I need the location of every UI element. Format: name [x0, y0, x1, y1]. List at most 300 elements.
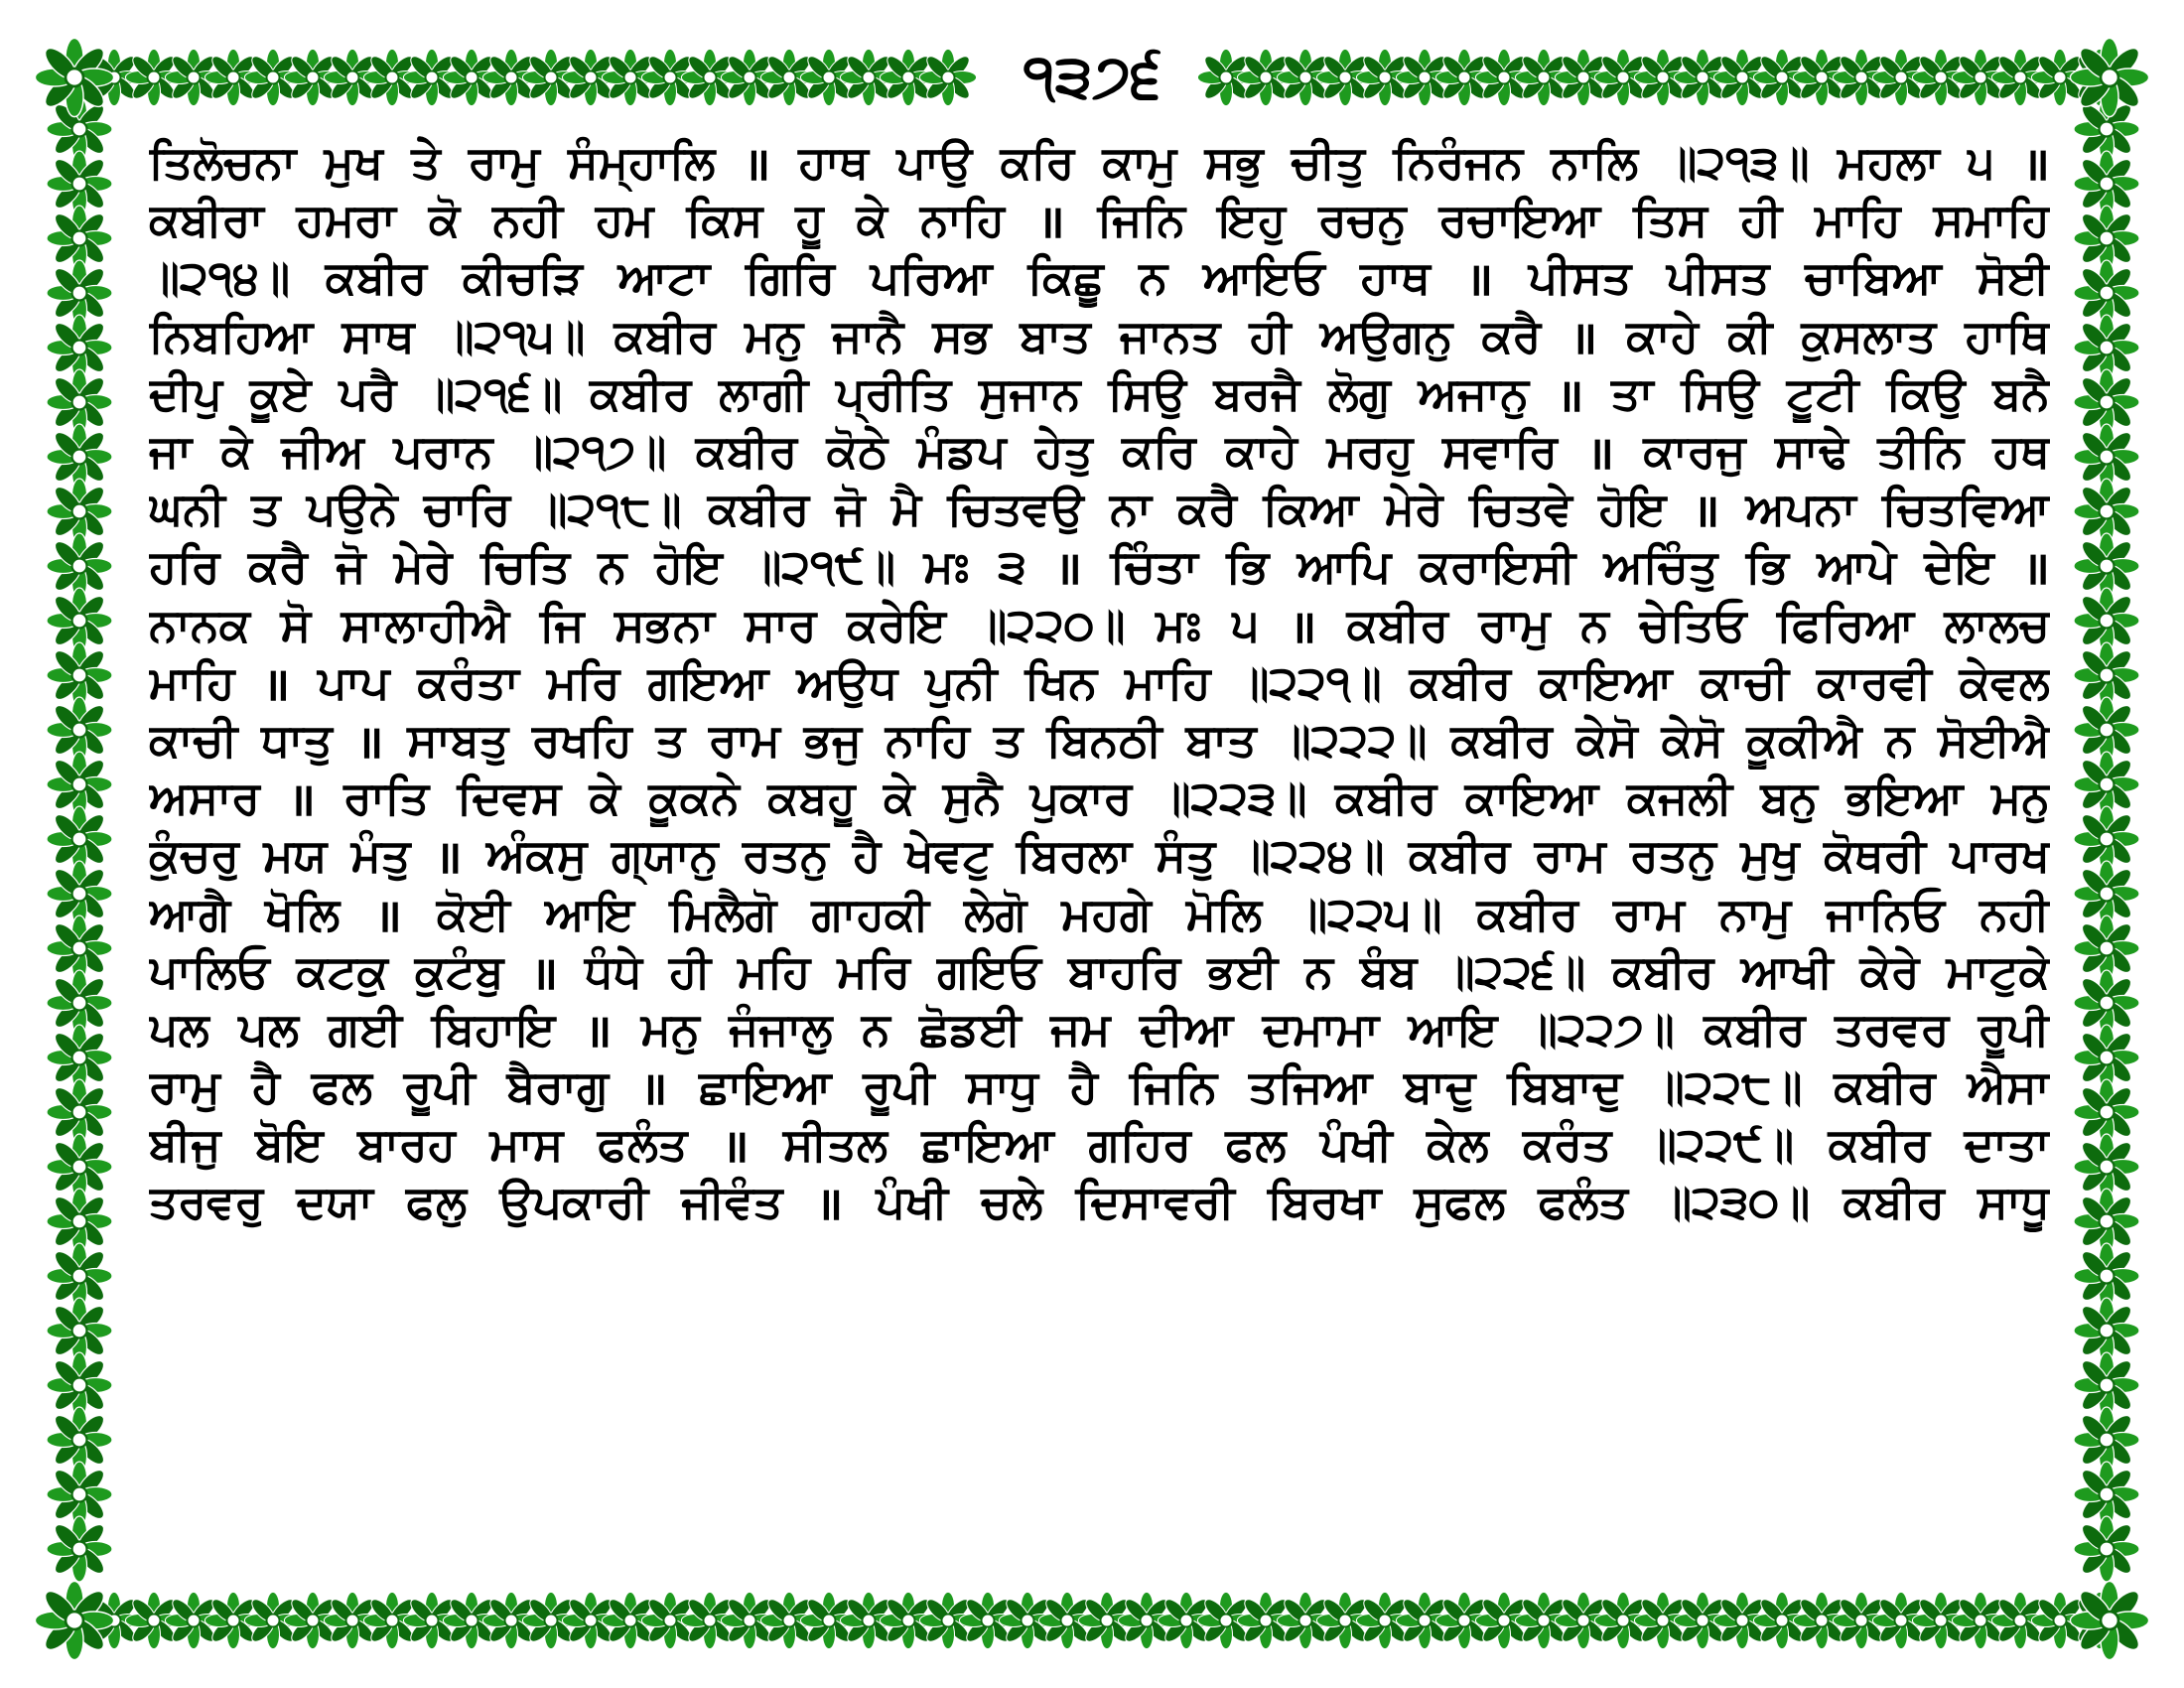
- word: ਹਾਥ: [1360, 250, 1431, 305]
- word: ਸਿਉ: [1108, 365, 1186, 420]
- word: ਹੈ: [853, 828, 882, 883]
- word: ਕੁਸਲਾਤ: [1801, 308, 1937, 362]
- word: ਨਾਨਕ: [149, 597, 251, 651]
- word: ਰਾਤਿ: [343, 771, 430, 825]
- word: ਤਾ: [1610, 365, 1654, 420]
- word: ॥੨੨੫॥: [1297, 886, 1442, 940]
- word: ਹੂ: [795, 193, 824, 247]
- word: ਮਾਹਿ: [149, 654, 235, 709]
- word: ਜਾ: [149, 424, 193, 479]
- word: ਐਸਾ: [1967, 1059, 2050, 1114]
- word: ਛੋਡਈ: [919, 1001, 1022, 1055]
- word: ਜੀਵੰਤ: [681, 1175, 783, 1229]
- text-line: [149, 597, 2050, 654]
- word: ਬਾਹਰਿ: [1067, 943, 1181, 998]
- word: ॥: [1556, 367, 1584, 422]
- word: ਮੰਤੁ: [350, 828, 411, 883]
- word: ਜਾਨੈ: [832, 308, 904, 362]
- word: ਬੈਰਾਗੁ: [506, 1059, 609, 1114]
- word: ਨਾ: [1109, 482, 1152, 536]
- text-line: [149, 654, 2050, 712]
- word: ਕਬੀਰ: [325, 250, 428, 305]
- word: ਕੋਥਰੀ: [1824, 828, 1926, 883]
- word: ਅਉਧ: [796, 654, 898, 709]
- word: ਹਥ: [1992, 424, 2050, 479]
- word: ਬਿਰਖਾ: [1267, 1175, 1382, 1229]
- word: ਸੀਤਲ: [782, 1117, 887, 1172]
- flower-icon: [2074, 1516, 2139, 1582]
- word: ਕੇ: [220, 424, 253, 479]
- word: ਹੀ: [1740, 193, 1783, 247]
- word: ਤਜਿਆ: [1248, 1059, 1373, 1114]
- word: ਚਲੇ: [981, 1175, 1043, 1229]
- word: ਅਚਿੰਤੁ: [1603, 539, 1718, 594]
- word: ਬਾਰਹ: [357, 1117, 456, 1172]
- word: ਸਾਢੇ: [1774, 424, 1848, 479]
- word: ਗ੍ਯਾਨੁ: [611, 828, 719, 883]
- word: ਕਬੀਰਾ: [149, 193, 264, 247]
- text-line: [149, 1001, 2050, 1058]
- word: ੫: [1967, 135, 1995, 190]
- word: ਰਾਮ: [709, 712, 780, 767]
- word: ਮਾਹਿ: [1815, 193, 1901, 247]
- word: ਕੂਏ: [249, 365, 312, 420]
- word: ਗਾਹਕੀ: [811, 886, 930, 940]
- word: ਦਮਾਮਾ: [1262, 1001, 1380, 1055]
- word: ਚਿਤਿ: [480, 539, 571, 594]
- word: ॥: [374, 888, 402, 942]
- word: ਬਰਜੈ: [1213, 365, 1300, 420]
- word: ਗਇਓ: [937, 943, 1041, 998]
- word: ਕਬੀਰ: [1476, 886, 1578, 940]
- word: ਮਾਹਿ: [1125, 654, 1211, 709]
- word: ਅਜਾਨੁ: [1418, 365, 1529, 420]
- word: ਕਰਾਇਸੀ: [1419, 539, 1576, 594]
- word: ਆਇ: [545, 886, 635, 940]
- word: ਕਬੀਰ: [1834, 1059, 1936, 1114]
- word: ਮਰਹੁ: [1326, 424, 1414, 479]
- flower-icon: [47, 1516, 112, 1582]
- word: ਕਾਚੀ: [1700, 654, 1790, 709]
- word: ਨ: [1139, 250, 1168, 305]
- word: ਧਾਤੁ: [261, 712, 333, 767]
- word: ਕਿਸ: [686, 193, 763, 247]
- word: ਨ: [1885, 712, 1915, 767]
- flower-icon: [2070, 1581, 2148, 1659]
- word: ਕਬੀਰ: [1843, 1175, 1945, 1229]
- word: ਕਾਮੁ: [1102, 135, 1177, 190]
- word: ਤਿਸ: [1633, 193, 1708, 247]
- word: ਕਰੈ: [1481, 308, 1542, 362]
- word: ॥: [1036, 195, 1065, 249]
- word: ਆਇ: [1408, 1001, 1498, 1055]
- word: ਸੋਈਐ: [1938, 712, 2050, 767]
- word: ਤਰਵਰ: [1835, 1001, 1950, 1055]
- word: ਪੀਸਤ: [1528, 250, 1632, 305]
- word: ਕੇਰੇ: [1859, 943, 1920, 998]
- word: ਉਪਕਾਰੀ: [499, 1175, 649, 1229]
- word: ਪੰਖੀ: [1319, 1117, 1393, 1172]
- word: ॥੨੨੨॥: [1280, 712, 1428, 767]
- word: ਰਚਾਇਆ: [1438, 193, 1601, 247]
- word: ॥: [1289, 599, 1317, 653]
- word: ਮੈ: [890, 482, 922, 536]
- word: ਬੀਜੁ: [149, 1117, 221, 1172]
- word: ਕੋ: [428, 193, 461, 247]
- word: ਹੇਤੁ: [1034, 424, 1093, 479]
- word: ਹੈ: [251, 1059, 280, 1114]
- word: ॥: [1465, 252, 1494, 307]
- word: ਸੋਈ: [1977, 250, 2050, 305]
- word: ਇਹੁ: [1217, 193, 1287, 247]
- word: ਚੇਤਿਓ: [1639, 597, 1747, 651]
- word: ਪਰਿਆ: [870, 250, 993, 305]
- page-number: ੧੩੭੬: [1023, 42, 1161, 111]
- word: ਪਾਲਿਓ: [149, 943, 270, 998]
- word: ਜੀਅ: [281, 424, 364, 479]
- word: ॥੨੧੮॥: [536, 482, 682, 536]
- word: ਸਾਥ: [341, 308, 415, 362]
- word: ਖਿਨ: [1024, 654, 1098, 709]
- word: ਭਇਆ: [1845, 771, 1964, 825]
- word: ਬਨੈ: [1992, 365, 2050, 420]
- word: ਕਬੀਰ: [589, 365, 692, 420]
- word: ਫਲੰਤ: [597, 1117, 688, 1172]
- word: ਸੰਮ੍ਹਾਲਿ: [568, 135, 716, 190]
- word: ਕਬਹੂ: [767, 771, 856, 825]
- text-line: [149, 770, 2050, 827]
- word: ਚਾਰਿ: [423, 482, 511, 536]
- text-line: [149, 538, 2050, 596]
- word: ਨਹੀ: [1979, 886, 2050, 940]
- word: ਮਨੁ: [1990, 771, 2050, 825]
- text-line: [149, 827, 2050, 885]
- word: ਗਈ: [328, 1001, 403, 1055]
- text-line: [149, 1058, 2050, 1116]
- word: ਕਾਚੀ: [149, 712, 238, 767]
- word: ॥੨੧੬॥: [424, 365, 563, 420]
- word: ॥: [1570, 310, 1598, 364]
- word: ਤ: [993, 712, 1024, 767]
- word: ਭਿ: [1226, 539, 1270, 594]
- word: ਲਾਲਚ: [1944, 597, 2050, 651]
- word: ਹੈ: [1069, 1059, 1098, 1114]
- word: ਹੀ: [669, 943, 712, 998]
- word: ਪੀਸਤ: [1666, 250, 1770, 305]
- word: ਮਾਟੁਕੇ: [1946, 943, 2050, 998]
- word: ਕੇਸੋ: [1575, 712, 1638, 767]
- word: ਜਮ: [1050, 1001, 1111, 1055]
- word: ਨ: [1304, 943, 1334, 998]
- word: ਦਿਸਾਵਰੀ: [1075, 1175, 1235, 1229]
- word: ਕੇ: [884, 771, 915, 825]
- word: ਚਾਬਿਆ: [1805, 250, 1942, 305]
- word: ਸਾਲਾਹੀਐ: [341, 597, 510, 651]
- word: ਭਜੁ: [803, 712, 863, 767]
- word: ਨਾਲਿ: [1551, 135, 1639, 190]
- word: ਨ: [861, 1001, 890, 1055]
- word: ਕਰੇਇ: [847, 597, 946, 651]
- word: ॥੨੨੪॥: [1239, 828, 1385, 883]
- word: ਤਰਵਰੁ: [149, 1175, 264, 1229]
- text-line: [149, 365, 2050, 423]
- word: ਕਟਕੁ: [296, 943, 388, 998]
- text-line: [149, 1174, 2050, 1231]
- word: ਮਃ: [923, 539, 970, 594]
- word: ਬਾਤ: [1185, 712, 1257, 767]
- text-line: [149, 481, 2050, 538]
- word: ਰੂਪੀ: [1978, 1001, 2050, 1055]
- word: ਹਾਥਿ: [1965, 308, 2050, 362]
- word: ॥੨੧੯॥: [751, 539, 896, 594]
- word: ਮੋਲਿ: [1185, 886, 1263, 940]
- word: ਮਯ: [263, 828, 328, 883]
- word: ਮਰਿ: [546, 654, 620, 709]
- word: ਜੋ: [336, 539, 366, 594]
- word: ਪੁਨੀ: [925, 654, 998, 709]
- word: ਸਾਰ: [745, 597, 817, 651]
- word: ਕੇ: [856, 193, 887, 247]
- word: ਦਿਵਸ: [457, 771, 562, 825]
- word: ੩: [998, 539, 1026, 594]
- word: ॥੨੨੧॥: [1238, 654, 1382, 709]
- word: ॥੨੨੮॥: [1653, 1059, 1803, 1114]
- word: ਪਰਾਨ: [393, 424, 493, 479]
- word: ਕਬੀਰ: [1408, 828, 1511, 883]
- word: ਲਾਗੀ: [719, 365, 809, 420]
- word: ਰਾਮ: [1534, 828, 1606, 883]
- word: ਪਾਰਖ: [1950, 828, 2050, 883]
- word: ਹਰਿ: [149, 539, 220, 594]
- word: ਕਾਰਵੀ: [1816, 654, 1932, 709]
- word: ਰਚਨੁ: [1318, 193, 1407, 247]
- word: ਚਿਤਵੇ: [1468, 482, 1572, 536]
- word: ਪੰਖੀ: [876, 1175, 949, 1229]
- word: ॥੨੨੭॥: [1526, 1001, 1675, 1055]
- word: ॥੨੩੦॥: [1661, 1175, 1811, 1229]
- word: ਪੁਕਾਰ: [1029, 771, 1133, 825]
- word: ਮੇਰੇ: [1384, 482, 1443, 536]
- word: ਚਿਤਵਿਆ: [1881, 482, 2050, 536]
- word: ਬਿਹਾਇ: [431, 1001, 556, 1055]
- word: ਮਨੁ: [745, 308, 804, 362]
- word: ਸੁਜਾਨ: [978, 365, 1081, 420]
- word: ॥੨੨੦॥: [976, 597, 1126, 651]
- word: ਗਹਿਰ: [1088, 1117, 1191, 1172]
- text-line: [149, 712, 2050, 770]
- word: ਕਰਿ: [1122, 424, 1196, 479]
- word: ੫: [1231, 597, 1260, 651]
- word: ॥: [288, 773, 316, 827]
- word: ਸਿਉ: [1681, 365, 1759, 420]
- word: ਰੂਪੀ: [863, 1059, 935, 1114]
- word: ਫਲ: [311, 1059, 372, 1114]
- word: ਜਾਨਤ: [1119, 308, 1221, 362]
- word: ਤ: [655, 712, 686, 767]
- word: ਕਰਿ: [1000, 135, 1075, 190]
- word: ॥: [2022, 137, 2050, 192]
- text-line: [149, 134, 2050, 192]
- word: ਮਿਲੈਗੋ: [669, 886, 777, 940]
- word: ॥: [262, 656, 290, 711]
- word: ॥: [2022, 541, 2050, 596]
- word: ॥੨੧੩॥: [1666, 135, 1810, 190]
- word: ਕਿਛੂ: [1027, 250, 1104, 305]
- word: ਲੇਗੋ: [964, 886, 1027, 940]
- word: ਕਬੀਰ: [1704, 1001, 1806, 1055]
- word: ਆਪਿ: [1297, 539, 1392, 594]
- word: ਕੂਕਨੇ: [648, 771, 740, 825]
- word: ਆਗੈ: [149, 886, 231, 940]
- word: ॥੨੨੩॥: [1160, 771, 1307, 825]
- word: ਮੁਖ: [324, 135, 383, 190]
- word: ਸਵਾਰਿ: [1442, 424, 1558, 479]
- word: ਕਬੀਰ: [1612, 943, 1714, 998]
- word: ਕਬੀਰ: [1409, 654, 1512, 709]
- word: ਮਹਿ: [738, 943, 811, 998]
- word: ਬੋਇ: [255, 1117, 324, 1172]
- word: ॥੨੧੫॥: [443, 308, 586, 362]
- word: ਸਮਾਹਿ: [1933, 193, 2050, 247]
- word: ਅਉਗਨੁ: [1319, 308, 1453, 362]
- text-line: [149, 192, 2050, 249]
- word: ਕਰੈ: [248, 539, 308, 594]
- word: ਭਈ: [1207, 943, 1279, 998]
- word: ਪਾਉ: [896, 135, 973, 190]
- word: ਧੰਧੇ: [585, 943, 642, 998]
- word: ਨਿਰੰਜਨ: [1393, 135, 1524, 190]
- word: ਸਾਧੂ: [1978, 1175, 2050, 1229]
- word: ਹੀ: [1249, 308, 1292, 362]
- word: ਬਿਨਠੀ: [1046, 712, 1162, 767]
- word: ਸੁਫਲ: [1414, 1175, 1506, 1229]
- word: ਬਨੁ: [1760, 771, 1818, 825]
- word: ਹਮਰਾ: [296, 193, 396, 247]
- word: ਪਾਪ: [317, 654, 390, 709]
- word: ਫਲ: [1225, 1117, 1287, 1172]
- word: ਸਾਧੁ: [966, 1059, 1038, 1114]
- word: ਸਭ: [932, 308, 992, 362]
- word: ਨਾਮੁ: [1719, 886, 1792, 940]
- word: ਕਰੰਤ: [1523, 1117, 1612, 1172]
- text-line: [149, 249, 2050, 307]
- word: ॥੨੧੭॥: [521, 424, 667, 479]
- word: ਮਹਗੇ: [1061, 886, 1152, 940]
- word: ਪਲ: [238, 1001, 299, 1055]
- word: ਖੇਵਟੁ: [904, 828, 993, 883]
- word: ਮਰਿ: [837, 943, 911, 998]
- word: ਨ: [598, 539, 627, 594]
- word: ਕਬੀਰ: [695, 424, 798, 479]
- word: ਫਲੰਤ: [1538, 1175, 1628, 1229]
- word: ਲੋਗੁ: [1327, 365, 1391, 420]
- word: ਰਾਮੁ: [1478, 597, 1551, 651]
- word: ਬੰਬ: [1360, 943, 1418, 998]
- word: ॥੨੧੪॥: [149, 250, 291, 305]
- word: ਮਹਲਾ: [1837, 135, 1940, 190]
- word: ਰੂਪੀ: [403, 1059, 476, 1114]
- word: ਕੀ: [1727, 308, 1773, 362]
- word: ਮੇਰੇ: [393, 539, 453, 594]
- text-line: [149, 885, 2050, 942]
- word: ॥: [721, 1119, 750, 1174]
- word: ਕੇਸੋ: [1661, 712, 1723, 767]
- word: ਗਇਆ: [647, 654, 769, 709]
- word: ਕਬੀਰ: [1346, 597, 1449, 651]
- word: ਸੰਤੁ: [1156, 828, 1216, 883]
- word: ਪਰੈ: [339, 365, 397, 420]
- word: ॥੨੨੬॥: [1443, 943, 1586, 998]
- word: ਬਾਤ: [1020, 308, 1091, 362]
- word: ਹੋਇ: [654, 539, 723, 594]
- word: ਬਿਬਾਦੁ: [1507, 1059, 1623, 1114]
- text-line: [149, 423, 2050, 481]
- word: ਬਾਦੁ: [1404, 1059, 1476, 1114]
- word: ਤੇ: [411, 135, 441, 190]
- word: ਸਭਨਾ: [614, 597, 715, 651]
- word: ਰਤਨੁ: [1630, 828, 1716, 883]
- word: ਕਾਹੇ: [1626, 308, 1699, 362]
- word: ਸਾਬਤੁ: [407, 712, 509, 767]
- word: ਕਬੀਰ: [1828, 1117, 1931, 1172]
- word: ॥: [530, 945, 559, 1000]
- word: ਕਜਲੀ: [1626, 771, 1733, 825]
- word: ਟੂਟੀ: [1786, 365, 1859, 420]
- word: ਜਿਨਿ: [1097, 193, 1185, 247]
- word: ਕੇ: [589, 771, 621, 825]
- word: ਕੇਵਲ: [1959, 654, 2050, 709]
- word: ਮਨੁ: [640, 1001, 700, 1055]
- word: ਆਪੇ: [1817, 539, 1896, 594]
- flower-icon: [919, 49, 976, 105]
- word: ॥: [434, 830, 463, 885]
- word: ਤਿਲੋਚਨਾ: [149, 135, 297, 190]
- word: ਅਪਨਾ: [1745, 482, 1856, 536]
- word: ॥: [743, 137, 771, 192]
- word: ਨ: [1579, 597, 1609, 651]
- word: ॥: [1692, 484, 1720, 538]
- word: ਕੁਟੰਬੁ: [414, 943, 504, 998]
- word: ਕਬੀਰ: [1334, 771, 1437, 825]
- word: ਨਿਬਹਿਆ: [149, 308, 314, 362]
- word: ਛਾਇਆ: [921, 1117, 1054, 1172]
- word: ਜੰਜਾਲੁ: [729, 1001, 833, 1055]
- word: ਚਿਤਵਉ: [947, 482, 1084, 536]
- word: ਨਾਹਿ: [886, 712, 970, 767]
- word: ਦੇਇ: [1924, 539, 1994, 594]
- word: ਦਯਾ: [296, 1175, 373, 1229]
- word: ॥੨੨੯॥: [1645, 1117, 1795, 1172]
- word: ਕਾਰਜੁ: [1643, 424, 1746, 479]
- word: ਕਿਉ: [1886, 365, 1966, 420]
- word: ਚੀਤੁ: [1291, 135, 1365, 190]
- word: ਕਬੀਰ: [614, 308, 716, 362]
- word: ਆਇਓ: [1202, 250, 1325, 305]
- word: ਕਬੀਰ: [1450, 712, 1553, 767]
- word: ਕਿਆ: [1263, 482, 1359, 536]
- word: ਘਨੀ: [149, 482, 225, 536]
- word: ਕੋਠੇ: [826, 424, 888, 479]
- word: ਪਉਨੇ: [306, 482, 398, 536]
- word: ਅੰਕਸੁ: [485, 828, 588, 883]
- word: ਮੁਖੁ: [1740, 828, 1800, 883]
- word: ॥: [584, 1003, 613, 1057]
- word: ॥: [355, 714, 384, 769]
- word: ਸੋ: [280, 597, 312, 651]
- word: ॥: [639, 1061, 668, 1116]
- text-line: [149, 308, 2050, 365]
- word: ਨਹੀ: [492, 193, 564, 247]
